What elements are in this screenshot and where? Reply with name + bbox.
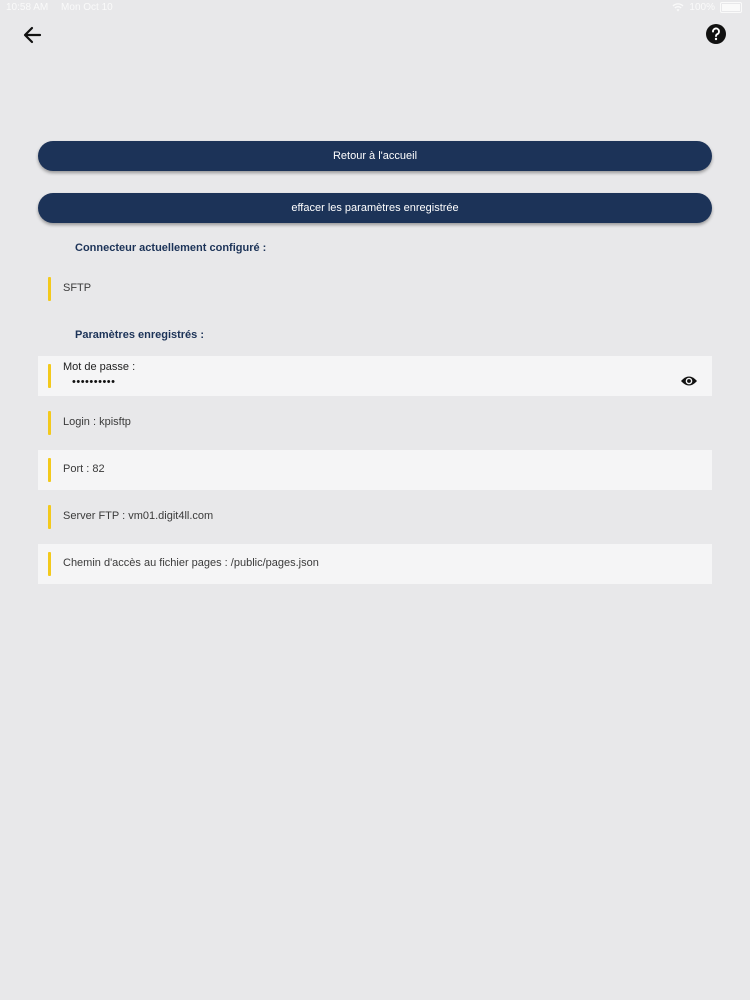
battery-percent: 100% xyxy=(689,2,715,13)
wifi-icon xyxy=(672,3,684,12)
marker-bar xyxy=(48,552,51,576)
marker-bar xyxy=(48,364,51,388)
home-button[interactable]: Retour à l'accueil xyxy=(38,141,712,171)
toggle-password-visibility[interactable] xyxy=(680,374,698,388)
marker-bar xyxy=(48,458,51,482)
path-row xyxy=(38,544,712,584)
login-text: Login : kpisftp xyxy=(63,416,131,428)
status-bar xyxy=(0,0,750,16)
arrow-left-icon xyxy=(20,22,46,48)
help-button[interactable] xyxy=(706,24,726,44)
marker-bar xyxy=(48,411,51,435)
server-row xyxy=(38,497,712,537)
back-button[interactable] xyxy=(20,22,46,48)
status-time: 10:58 AM xyxy=(6,2,49,13)
connector-row xyxy=(38,269,712,309)
path-text: Chemin d'accès au fichier pages : /public/pages.json xyxy=(63,557,319,569)
marker-bar xyxy=(48,277,51,301)
clear-settings-button[interactable]: effacer les paramètres enregistrée xyxy=(38,193,712,223)
password-label: Mot de passe : xyxy=(63,361,136,373)
marker-bar xyxy=(48,505,51,529)
status-date: Mon Oct 10 xyxy=(61,2,113,13)
password-value: •••••••••• xyxy=(72,376,116,388)
port-row xyxy=(38,450,712,490)
password-row xyxy=(38,356,712,396)
eye-icon xyxy=(680,374,698,388)
port-text: Port : 82 xyxy=(63,463,105,475)
saved-settings-title: Paramètres enregistrés : xyxy=(75,329,205,341)
connector-title: Connecteur actuellement configuré : xyxy=(75,242,267,254)
battery-icon xyxy=(720,2,742,13)
question-circle-icon xyxy=(706,24,726,44)
server-text: Server FTP : vm01.digit4ll.com xyxy=(63,510,214,522)
connector-value: SFTP xyxy=(63,282,92,294)
login-row xyxy=(38,403,712,443)
